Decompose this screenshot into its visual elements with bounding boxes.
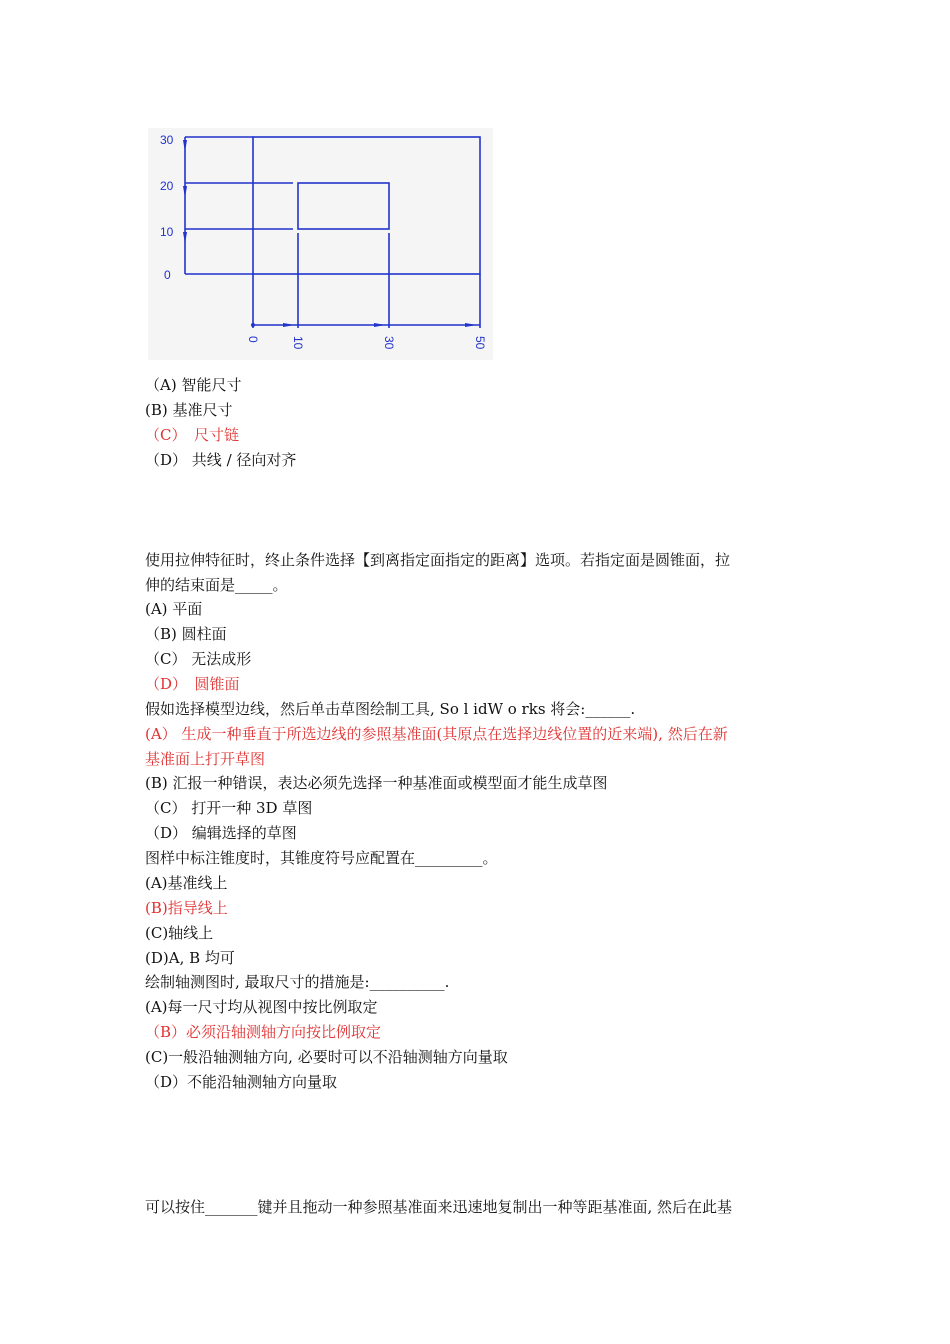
x-tick-50: 50 bbox=[473, 336, 487, 350]
q1-option-b: (B) 基准尺寸 bbox=[145, 401, 233, 419]
q4-stem: 图样中标注锥度时，其锥度符号应配置在_________。 bbox=[145, 849, 498, 867]
q2-option-c: （C） 无法成形 bbox=[145, 650, 252, 668]
q3-stem: 假如选择模型边线，然后单击草图绘制工具, So l idW o rks 将会:______. bbox=[145, 700, 636, 718]
y-tick-10: 10 bbox=[160, 225, 174, 239]
q2-option-d-answer: （D） 圆锥面 bbox=[145, 675, 240, 693]
q1-option-a: （A) 智能尺寸 bbox=[145, 376, 242, 394]
dimension-diagram bbox=[148, 128, 493, 360]
origin-dot-icon bbox=[251, 323, 255, 327]
q2-stem-line1: 使用拉伸特征时，终止条件选择【到离指定面指定的距离】选项。若指定面是圆锥面，拉 bbox=[145, 551, 731, 569]
q2-option-a: (A) 平面 bbox=[145, 600, 203, 618]
q4-option-d: (D)A, B 均可 bbox=[145, 949, 235, 967]
q5-option-d: （D）不能沿轴测轴方向量取 bbox=[145, 1073, 338, 1091]
q3-option-a-answer-line2: 基准面上打开草图 bbox=[145, 750, 266, 768]
q5-option-b-answer: （B）必须沿轴测轴方向按比例取定 bbox=[145, 1023, 382, 1041]
q5-option-c: (C)一般沿轴测轴方向, 必要时可以不沿轴测轴方向量取 bbox=[145, 1048, 508, 1066]
q3-option-a-answer-line1: (A） 生成一种垂直于所选边线的参照基准面(其原点在选择边线位置的近来端), 然后在新 bbox=[145, 725, 728, 743]
x-tick-30: 30 bbox=[382, 336, 396, 350]
x-tick-10: 10 bbox=[291, 336, 305, 350]
y-tick-20: 20 bbox=[160, 179, 174, 193]
q5-option-a: (A)每一尺寸均从视图中按比例取定 bbox=[145, 998, 378, 1016]
q6-stem-line1: 可以按住_______键并且拖动一种参照基准面来迅速地复制出一种等距基准面, 然后在此基 bbox=[145, 1198, 733, 1216]
q3-option-b: (B) 汇报一种错误，表达必须先选择一种基准面或模型面才能生成草图 bbox=[145, 774, 608, 792]
y-tick-30: 30 bbox=[160, 133, 174, 147]
q1-option-d: （D） 共线 / 径向对齐 bbox=[145, 451, 297, 469]
q4-option-b-answer: (B)指导线上 bbox=[145, 899, 228, 917]
q4-option-a: (A)基准线上 bbox=[145, 874, 228, 892]
q5-stem: 绘制轴测图时, 最取尺寸的措施是:__________. bbox=[145, 973, 450, 991]
q2-option-b: （B) 圆柱面 bbox=[145, 625, 227, 643]
y-tick-0: 0 bbox=[164, 268, 171, 282]
q4-option-c: (C)轴线上 bbox=[145, 924, 214, 942]
q1-option-c-answer: （C） 尺寸链 bbox=[145, 426, 239, 444]
q3-option-d: （D） 编辑选择的草图 bbox=[145, 824, 297, 842]
q2-stem-line2: 伸的结束面是_____。 bbox=[145, 576, 288, 594]
x-tick-0: 0 bbox=[246, 336, 260, 343]
q3-option-c: （C） 打开一种 3D 草图 bbox=[145, 799, 313, 817]
